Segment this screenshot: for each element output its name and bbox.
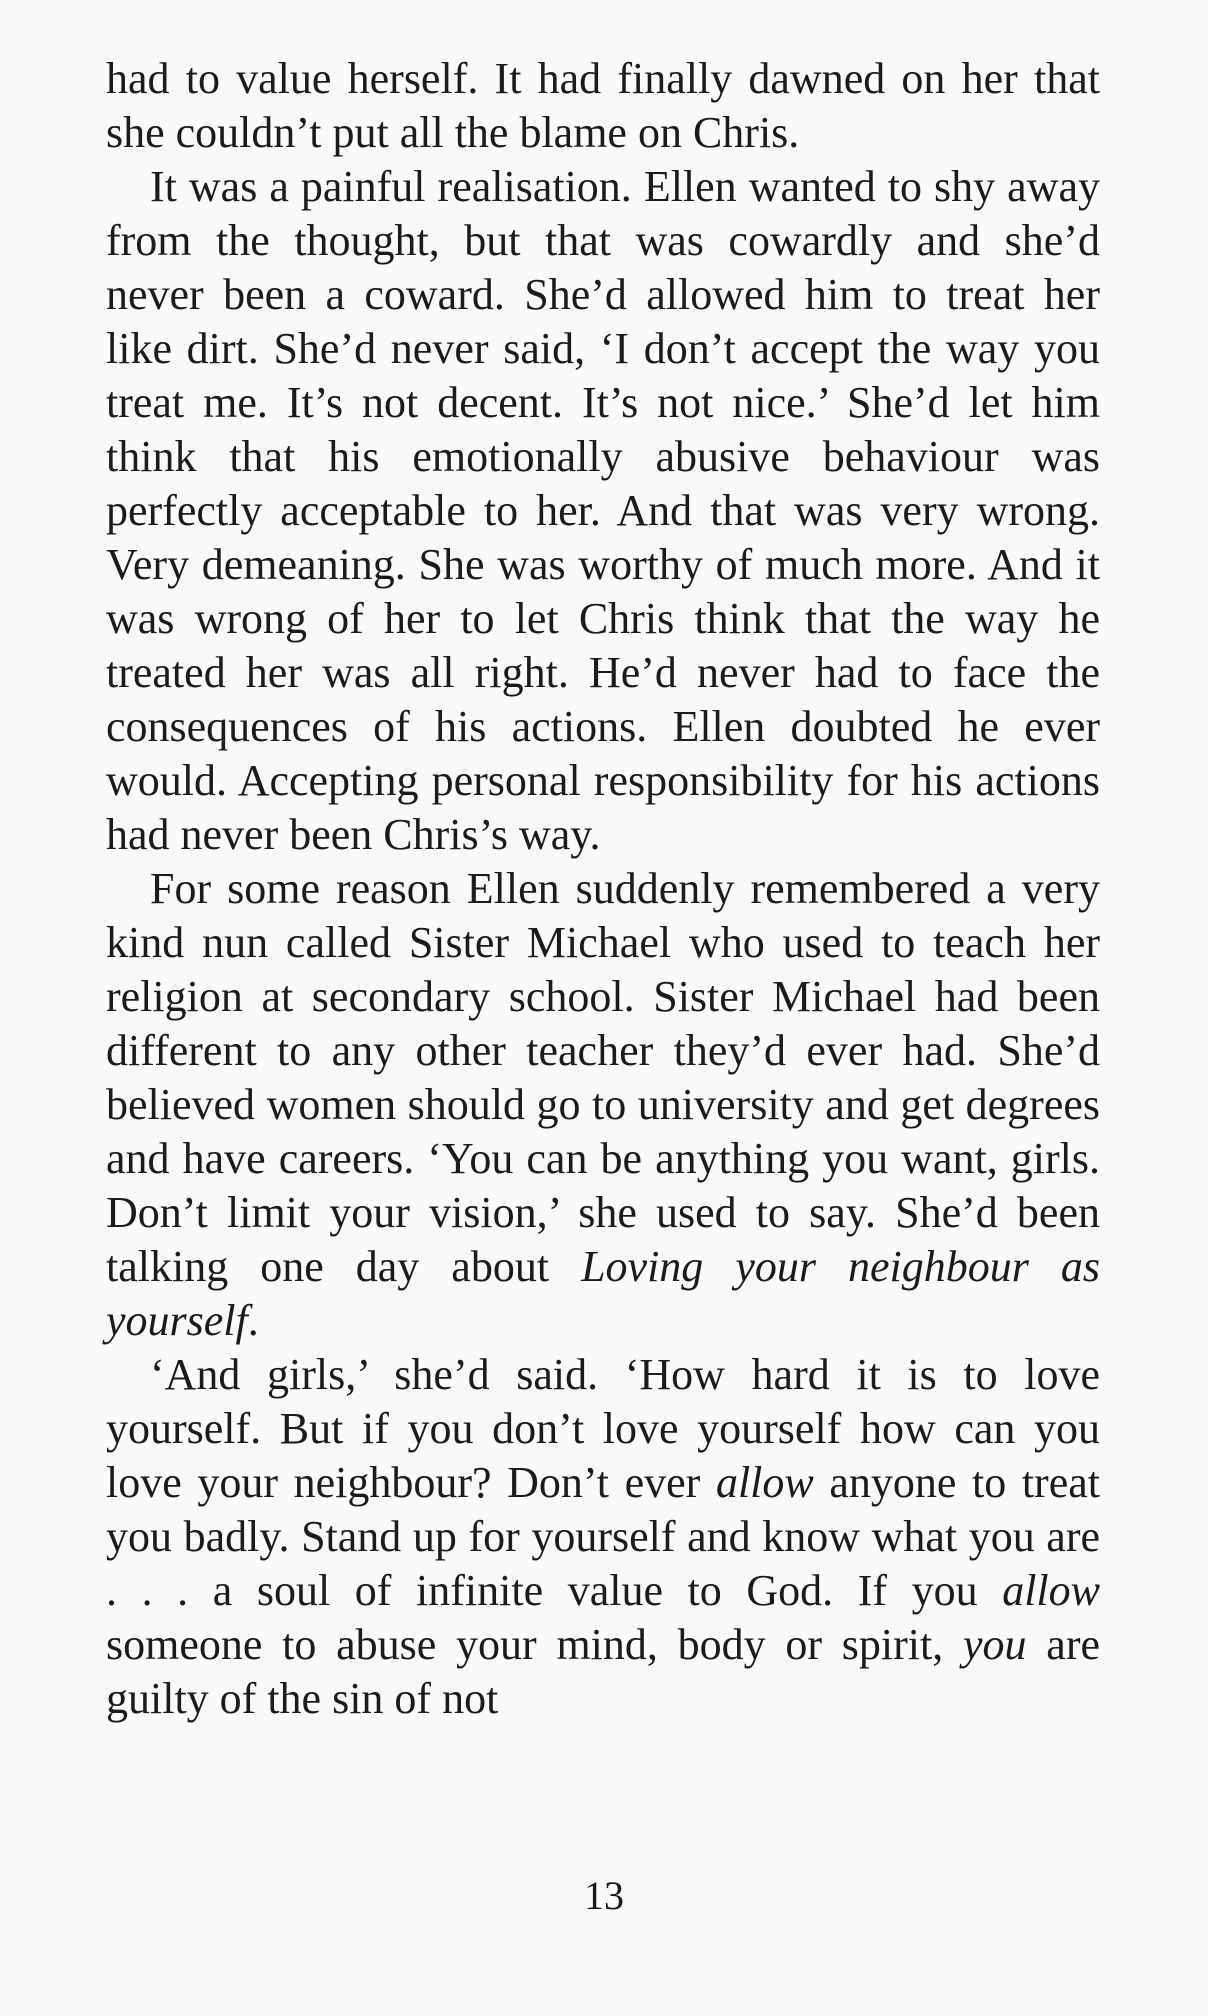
paragraph-4-italic-allow-2: allow [1002, 1566, 1100, 1615]
page-number: 13 [584, 1873, 624, 1918]
paragraph-2 [106, 160, 1100, 862]
paragraph-3-italic-phrase: Loving your neighbour as yourself [106, 1242, 1100, 1345]
paragraph-4-text-d: are guilty of the sin of not [106, 1620, 1101, 1723]
paragraph-4-italic-allow-1: allow [715, 1458, 814, 1507]
paragraph-1 [106, 52, 1100, 160]
paragraph-3 [106, 862, 1100, 1348]
paragraph-4-italic-you: you [963, 1620, 1027, 1669]
paragraph-3-text: For some reason Ellen suddenly remembered a very kind nun called Sister Michael who used to teach her religion at secondary school. Sister Michael had been different to any other teacher they’d ever had. She’d believed women should go to university and get degrees and have careers. ‘You can be anything you want, girls. Don’t limit your vision,’ she used to say. She’d been talking one day about [106, 864, 1100, 1291]
paragraph-3-end: . [247, 1296, 259, 1345]
paragraph-4-text-c: someone to abuse your mind, body or spirit, [106, 1620, 964, 1669]
paragraph-2-text: It was a painful realisation. Ellen wanted to shy away from the thought, but that was cowardly and she’d never been a coward. She’d allowed him to treat her like dirt. She’d never said, ‘I don’t accept the way you treat me. It’s not decent. It’s not nice.’ She’d let him think that his emotionally abusive behaviour was perfectly acceptable to her. And that was very wrong. Very demeaning. She was worthy of much more. And it was wrong of her to let Chris think that the way he treated her was all right. He’d never had to face the consequences of his actions. Ellen doubted he ever would. Accepting personal responsibility for his actions had never been Chris’s way. [106, 162, 1100, 859]
body-text [106, 52, 1100, 1726]
paragraph-4 [106, 1348, 1100, 1726]
paragraph-4-text-a: ‘And girls,’ she’d said. ‘How hard it is to love yourself. But if you don’t love yourself how can you love your neighbour? Don’t ever [106, 1350, 1100, 1507]
paragraph-4-text-b: anyone to treat you badly. Stand up for yourself and know what you are . . . a soul of infinite value to God. If you [106, 1458, 1100, 1615]
paragraph-1-text: had to value herself. It had finally dawned on her that she couldn’t put all the blame on Chris. [106, 54, 1100, 157]
